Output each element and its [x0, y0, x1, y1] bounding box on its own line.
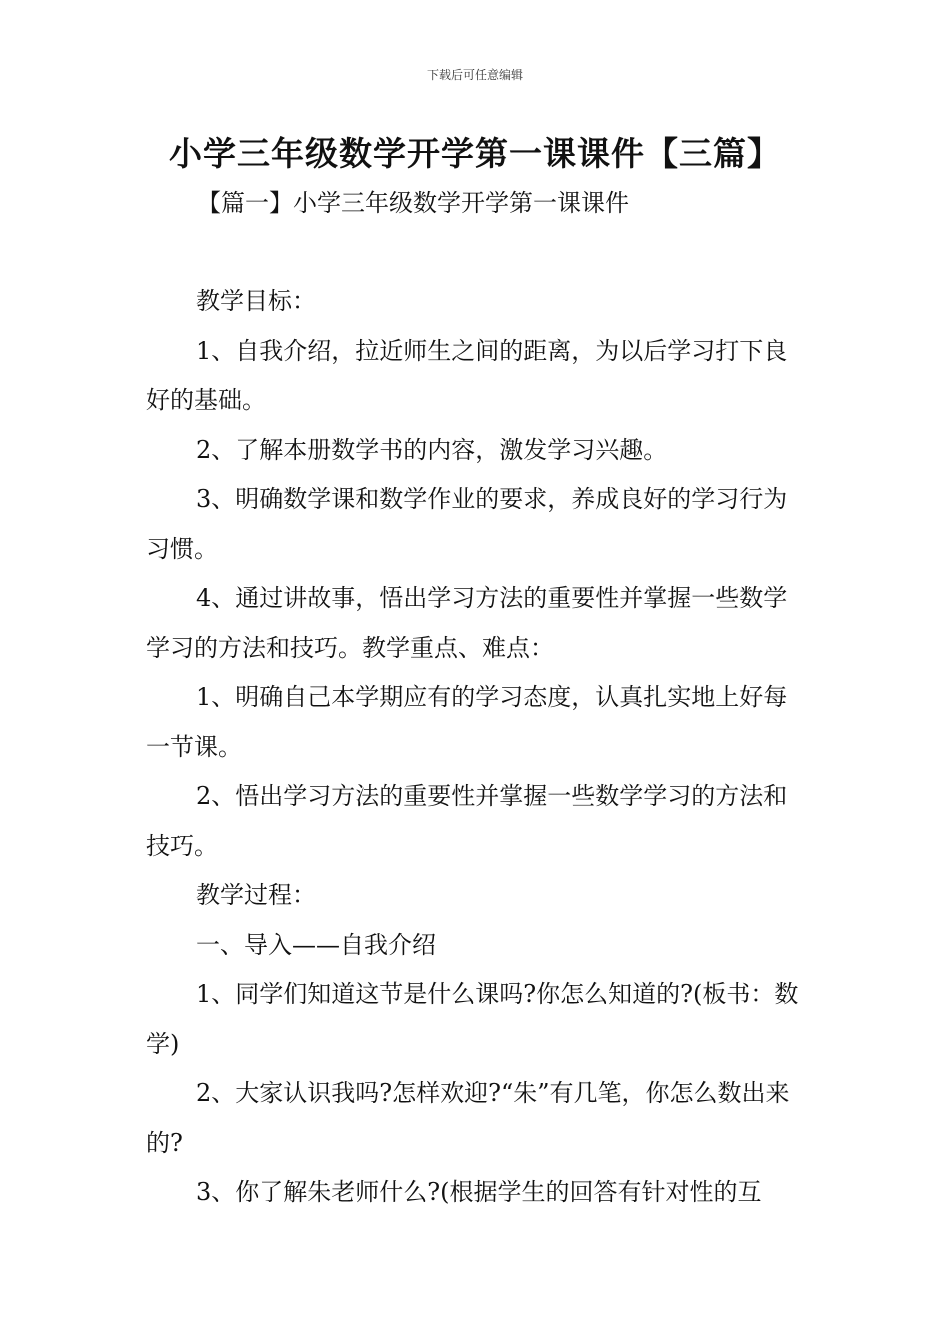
- paragraph: 2、了解本册数学书的内容，激发学习兴趣。: [196, 435, 668, 464]
- paragraph: 一、导入——自我介绍: [196, 930, 436, 959]
- paragraph: 1、同学们知道这节是什么课吗?你怎么知道的?(板书：数学): [146, 980, 799, 1058]
- document-body: [146, 277, 810, 1218]
- paragraph: 2、悟出学习方法的重要性并掌握一些数学学习的方法和技巧。: [146, 782, 788, 860]
- paragraph: 3、明确数学课和数学作业的要求，养成良好的学习行为习惯。: [146, 485, 788, 563]
- paragraph: 1、明确自己本学期应有的学习态度，认真扎实地上好每一节课。: [146, 683, 788, 761]
- paragraph: 2、大家认识我吗?怎样欢迎?“朱”有几笔，你怎么数出来的?: [146, 1079, 790, 1157]
- section-heading: 【篇一】小学三年级数学开学第一课课件: [197, 189, 629, 217]
- paragraph: 教学过程：: [196, 881, 316, 909]
- paragraph: 教学目标：: [196, 287, 316, 315]
- paragraph: 3、你了解朱老师什么?(根据学生的回答有针对性的互: [196, 1178, 762, 1206]
- paragraph: 4、通过讲故事，悟出学习方法的重要性并掌握一些数学学习的方法和技巧。教学重点、难点：: [146, 584, 788, 662]
- header-note: 下载后可任意编辑: [426, 68, 523, 82]
- paragraph: 1、自我介绍，拉近师生之间的距离，为以后学习打下良好的基础。: [146, 336, 788, 414]
- document-title: 小学三年级数学开学第一课课件【三篇】: [169, 134, 781, 173]
